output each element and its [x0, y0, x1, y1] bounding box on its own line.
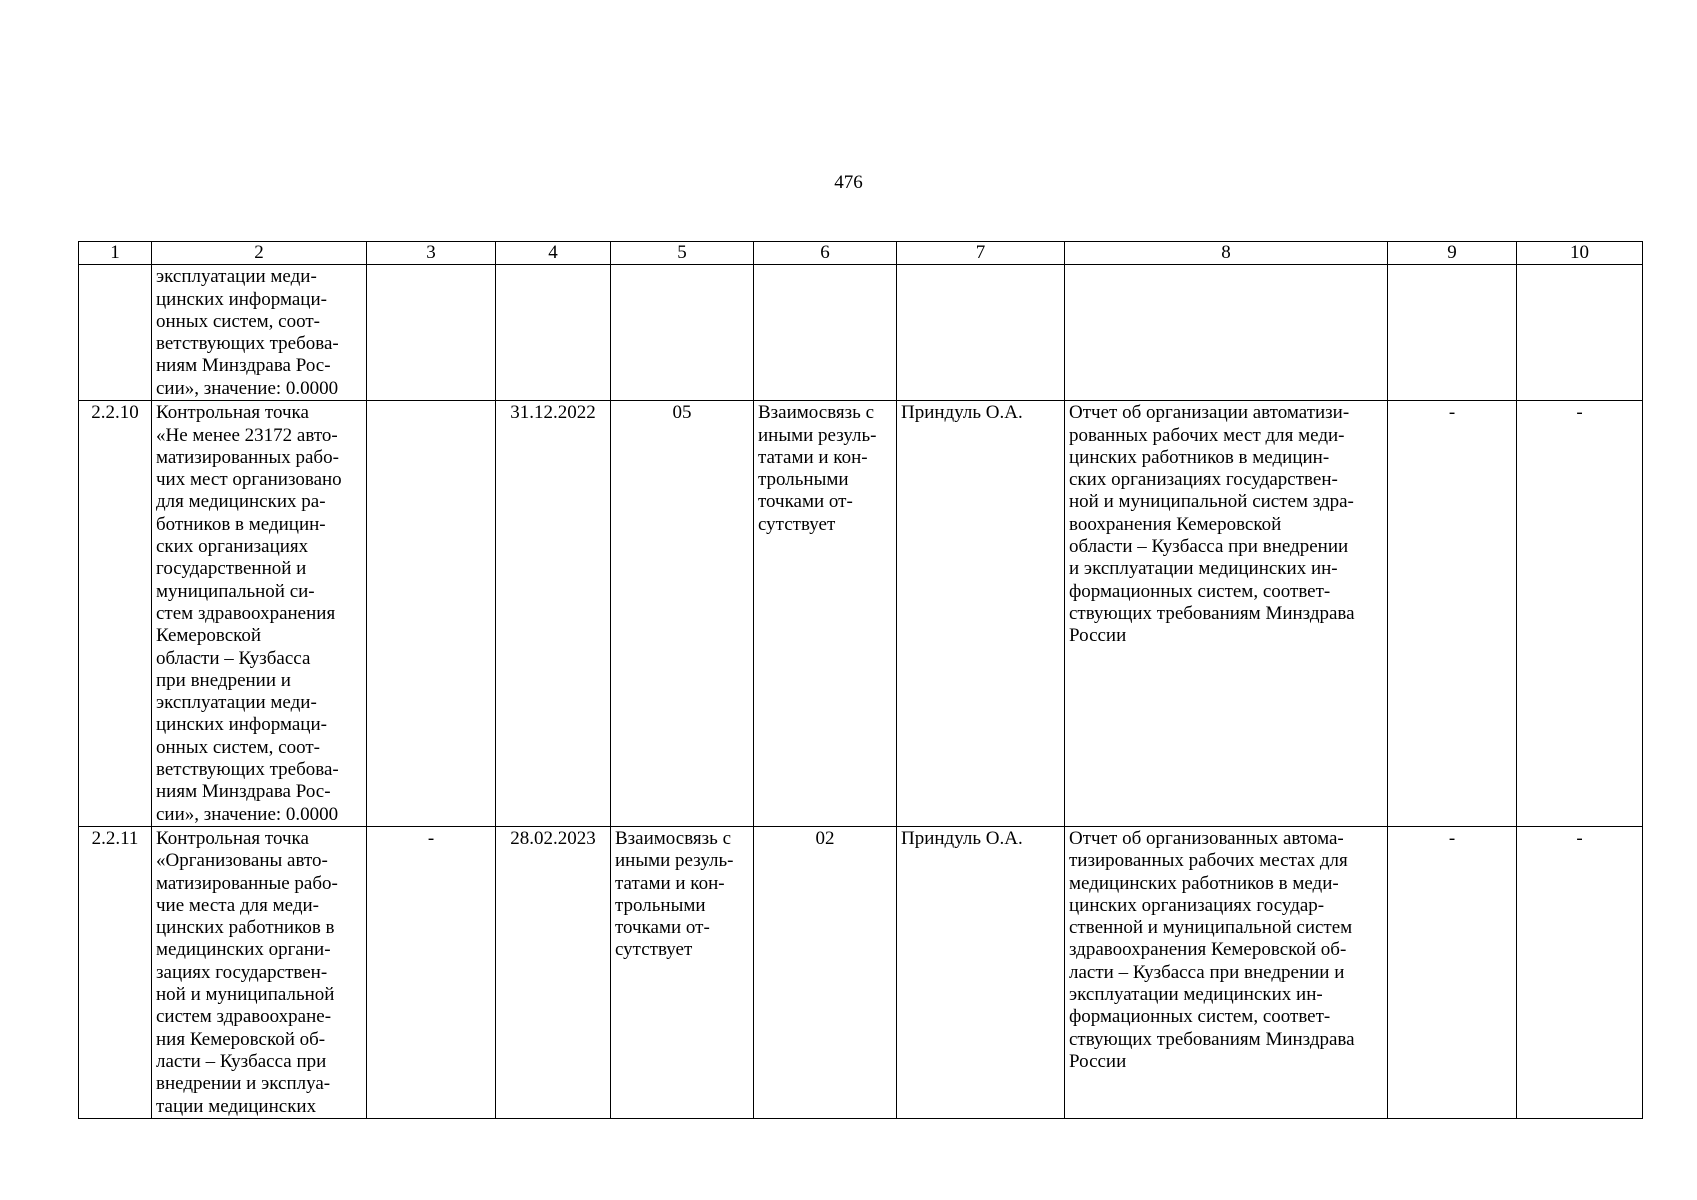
table-cell [367, 401, 496, 827]
table-cell: Взаимосвязь с иными резуль- татами и кон- трольными точками от- сутствует [611, 826, 754, 1118]
table-cell: - [1517, 826, 1643, 1118]
column-header: 1 [79, 242, 152, 265]
table-cell: - [1517, 401, 1643, 827]
header-row [79, 242, 1643, 265]
row-number: 2.2.10 [79, 401, 152, 827]
column-header: 6 [754, 242, 897, 265]
column-header: 4 [496, 242, 611, 265]
column-header: 8 [1065, 242, 1388, 265]
column-header: 2 [152, 242, 367, 265]
point-description: эксплуатации меди- цинских информаци- онных систем, соот- ветствующих требова- ниям Минздрава Рос- сии», значение: 0.0000 [152, 265, 367, 401]
table-cell: - [367, 826, 496, 1118]
control-points-table [78, 241, 1643, 1119]
row-number: 2.2.11 [79, 826, 152, 1118]
point-description: Контрольная точка «Не менее 23172 авто- матизированных рабо- чих мест организовано для медицинских ра- ботников в медицин- ских организациях государственной и муниципальной си- стем здравоохранения Кемеровской области – Кузбасса при внедрении и эксплуатации меди- цинских информаци- онных систем, соот- ветствующих требова- ниям Минздрава Рос- сии», значение: 0.0000 [152, 401, 367, 827]
table-cell [1517, 265, 1643, 401]
table-row [79, 826, 1643, 1118]
column-header: 10 [1517, 242, 1643, 265]
responsible-person: Приндуль О.А. [897, 826, 1065, 1118]
table-row [79, 401, 1643, 827]
deadline-date: 31.12.2022 [496, 401, 611, 827]
table-cell: - [1388, 401, 1517, 827]
table-cell [754, 265, 897, 401]
table-cell: 02 [754, 826, 897, 1118]
table-header [79, 242, 1643, 265]
deadline-date: 28.02.2023 [496, 826, 611, 1118]
table-row [79, 265, 1643, 401]
table-cell [367, 265, 496, 401]
table-cell: - [1388, 826, 1517, 1118]
report-description: Отчет об организованных автома- тизированных рабочих местах для медицинских работников в меди- цинских организациях государ- ственной и муниципальной систем здравоохранения Кемеровской об- ласти – Кузбасса при внедрении и эксплуатации медицинских ин- формационных систем, соответ- ствующих требованиям Минздрава России [1065, 826, 1388, 1118]
column-header: 7 [897, 242, 1065, 265]
point-description: Контрольная точка «Организованы авто- матизированные рабо- чие места для меди- цинских работников в медицинских органи- зациях государствен- ной и муниципальной систем здравоохране- ния Кемеровской об- ласти – Кузбасса при внедрении и эксплуа- тации медицинских [152, 826, 367, 1118]
page-number: 476 [834, 172, 863, 193]
table-cell [611, 265, 754, 401]
column-header: 9 [1388, 242, 1517, 265]
table-cell [1388, 265, 1517, 401]
table-cell [897, 265, 1065, 401]
table-cell: Взаимосвязь с иными резуль- татами и кон- трольными точками от- сутствует [754, 401, 897, 827]
column-header: 5 [611, 242, 754, 265]
column-header: 3 [367, 242, 496, 265]
table-cell [1065, 265, 1388, 401]
row-number [79, 265, 152, 401]
responsible-person: Приндуль О.А. [897, 401, 1065, 827]
report-description: Отчет об организации автоматизи- рованных рабочих мест для меди- цинских работников в медицин- ских организациях государствен- ной и муниципальной систем здра- воохранения Кемеровской области – Кузбасса при внедрении и эксплуатации медицинских ин- формационных систем, соответ- ствующих требованиям Минздрава России [1065, 401, 1388, 827]
table-cell [496, 265, 611, 401]
table-cell: 05 [611, 401, 754, 827]
